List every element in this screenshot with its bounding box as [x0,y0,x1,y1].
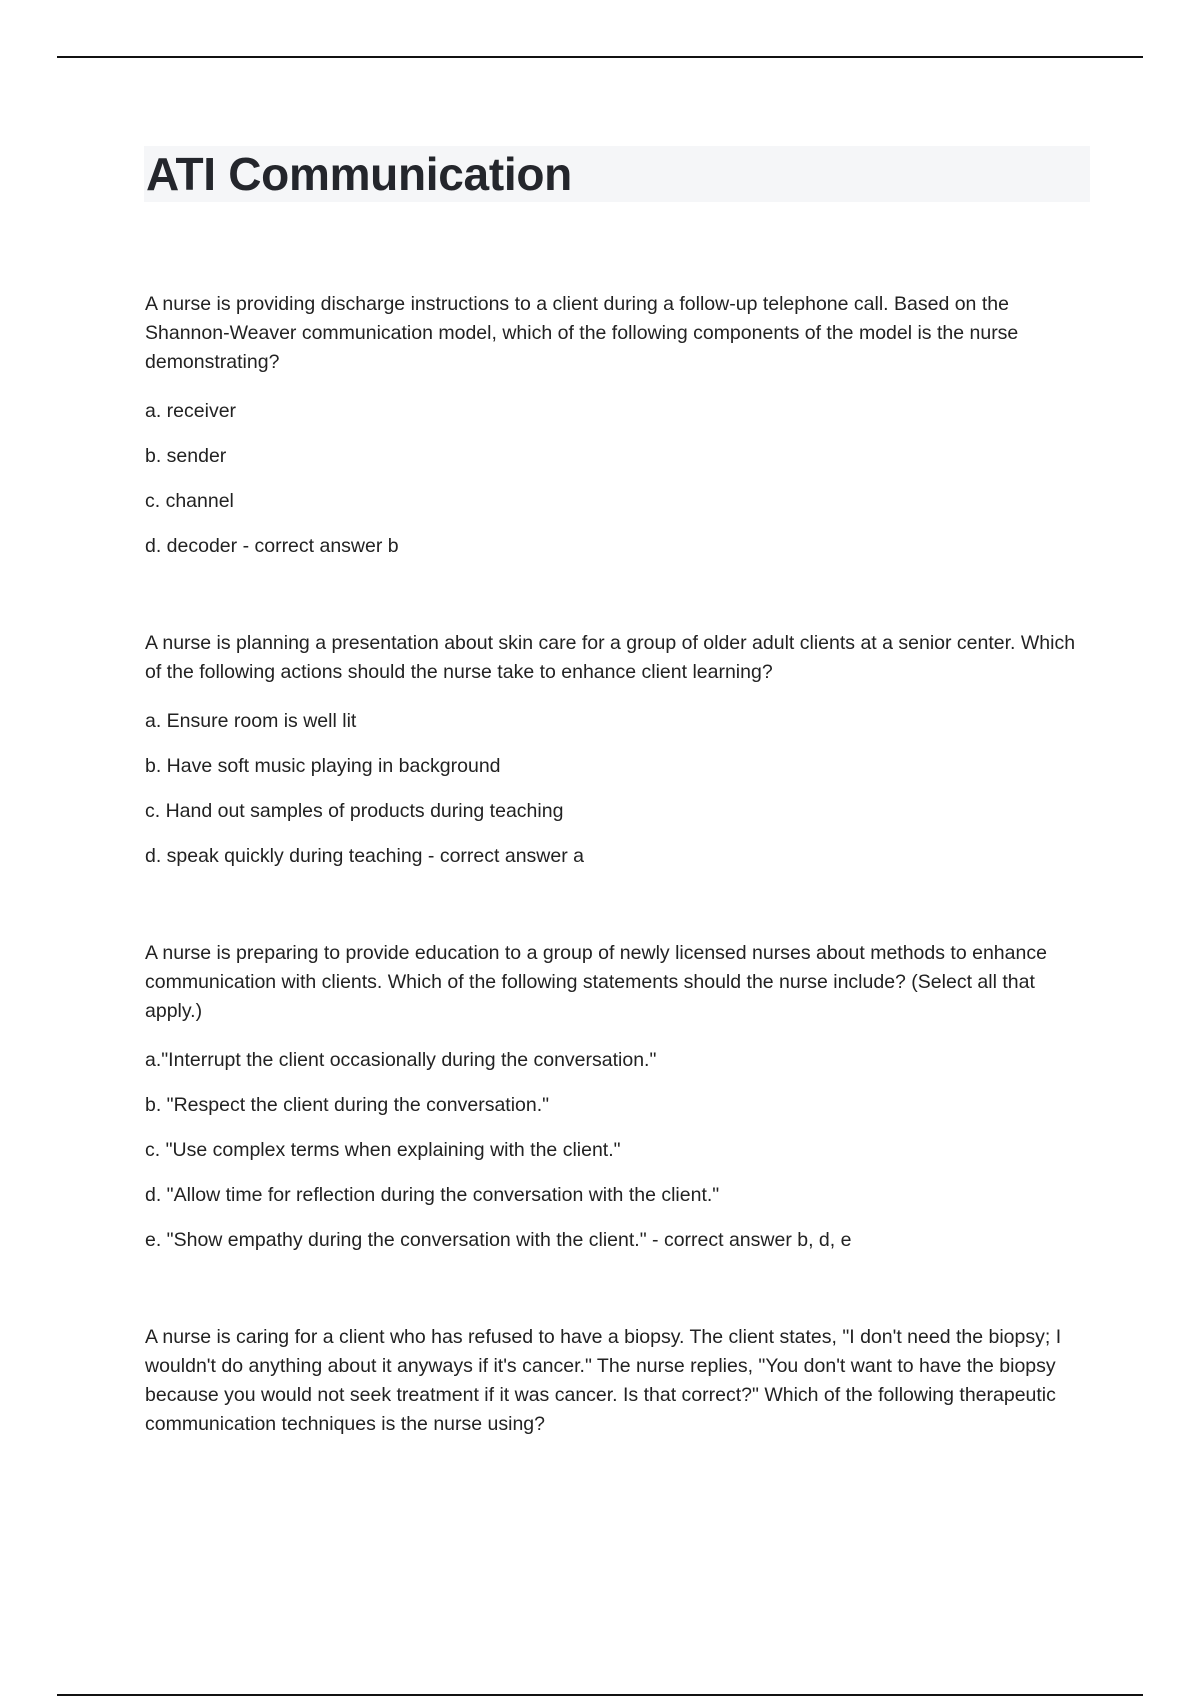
answer-option: a. receiver [145,400,237,422]
top-divider [57,56,1143,58]
answer-option: b. Have soft music playing in background [145,755,501,777]
bottom-divider [57,1694,1143,1696]
question-text: A nurse is caring for a client who has refused to have a biopsy. The client states, "I don't need the biopsy; I wouldn't do anything about it anyways if it's cancer." The nurse replies, "You don't want to have the biopsy because you would not seek treatment if it was cancer. Is that correct?" Which of the following therapeutic communication techniques is the nurse using? [145,1326,1062,1435]
answer-option: a."Interrupt the client occasionally during the conversation." [145,1049,657,1071]
answer-option: c. Hand out samples of products during teaching [145,800,564,822]
question-2 [145,629,1080,879]
question-3 [145,939,1080,1263]
answer-option: e. "Show empathy during the conversation with the client." - correct answer b, d, e [145,1229,852,1251]
answer-option: d. "Allow time for reflection during the conversation with the client." [145,1184,720,1206]
answer-option: c. channel [145,490,234,512]
answer-option: d. speak quickly during teaching - correct answer a [145,845,584,867]
document-title: ATI Communication [146,148,572,200]
answer-option: b. "Respect the client during the conversation." [145,1094,550,1116]
answer-option: b. sender [145,445,227,467]
answer-option: a. Ensure room is well lit [145,710,357,732]
question-text: A nurse is providing discharge instructions to a client during a follow-up telephone call. Based on the Shannon-Weaver communication model, which of the following components of the model is the nurse demonstrating? [145,293,1019,373]
answer-option: d. decoder - correct answer b [145,535,399,557]
question-4 [145,1323,1080,1439]
question-1 [145,290,1080,569]
answer-option: c. "Use complex terms when explaining with the client." [145,1139,621,1161]
question-text: A nurse is preparing to provide education to a group of newly licensed nurses about methods to enhance communication with clients. Which of the following statements should the nurse include? (Select all that apply.) [145,942,1047,1022]
questions-list [145,290,1080,1499]
question-text: A nurse is planning a presentation about skin care for a group of older adult clients at a senior center. Which of the following actions should the nurse take to enhance client learning? [145,632,1076,683]
